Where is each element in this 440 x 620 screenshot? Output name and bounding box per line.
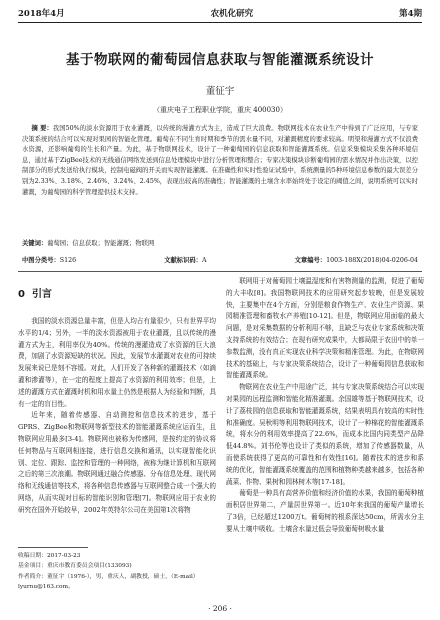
keywords-text: 葡萄园；信息获取；智能灌溉；物联网 [47,240,155,247]
left-column [18,276,216,517]
section-divider [18,271,422,272]
paper-title: 基于物联网的葡萄园信息获取与智能灌溉系统设计 [66,52,374,68]
left-paragraph-1: 我国的淡水资源总量丰富，但是人均占有量很少，只有世界平均水平的1/4；另外，一半的淡水资源被用于农业灌溉，且以传统的漫灌方式为主，利用率仅为40%。传统的漫灌造成了水资源的巨大浪费，加剧了水资源短缺的状况。因此，发展节水灌溉对农业的可持续发展来说已是刻不容缓。对此，人们开发了各种新的灌溉技术（如滴灌和渗灌等），在一定的程度上提高了水资源的利用效率；但是，上述的灌溉方式在灌溉时机和用水量上仍然是根据人为经验和判断，具有一定的盲目性。 [18,317,216,408]
keywords [22,238,418,247]
left-paragraph-2: 近年来，随着传感器、自动测控和信息技术的进步，基于GPRS、ZigBee和物联网等新型技术的智能灌溉系统应运而生，且物联网应用最多[3-4]。物联网也被称为传感网，是按约定的协议将任何物品与互联网相连接，进行信息交换和通讯，以实现智能化识别、定位、跟踪、监控和管理的一种网络，被称为继计算机和互联网之后的第三次浪潮。物联网通过融合传感器、分布信息处理、现代网络和无线通信等技术，将各种信息传感器与互联网整合成一个强大的网络，从而实现对目标的智能识别和管理[7]。物联网应用于农业的研究在国外开始较早，2002年英特尔公司在美国第1次将物 [18,411,216,514]
section-title: 引言 [31,289,52,300]
author-affiliation: （重庆电子工程职业学院，重庆 400030） [153,106,287,114]
header-date: 2018年4月 [18,9,65,19]
keywords-label: 关键词： [22,240,48,247]
right-column [226,276,424,536]
footnote-funding: 基金项目：重庆市教育委员会项目(133093) [18,563,132,570]
header-issue: 第4期 [399,9,422,19]
section-heading [18,288,216,302]
document-code: 文献标识码：A [164,257,207,264]
clc-number: 中图分类号：S126 [22,257,77,264]
footnotes [18,551,218,593]
author-name: 董征宇 [205,86,235,97]
header-rule [18,22,422,23]
section-number: 0 [18,289,25,300]
abstract-label: 摘 要： [31,125,53,132]
page-number: · 206 · [208,604,232,613]
running-header [18,6,422,20]
abstract-text: 我国50%的淡水资源用于农业灌溉，以传统的漫灌方式为主，造成了巨大浪费。物联网技术在农业生产中得到了广泛应用，与专家决策系统的结合可以实现对果园的智能化管理。葡萄在不同生育时期和季节的需水量不同，对灌溉精度的要求较高。明渠和漫灌方式不仅浪费水资源，还影响葡萄的生长和产量。为此，基于物联网技术，设计了一种葡萄园的信息获取和智能灌溉系统。信息采集模块采集各种环境信息，通过基于ZigBee技术的无线通信网络发送到信息处理模块中进行分析管理和整合；专家决策模块诊断葡萄园的需水情况并作出决策，以控制部分的形式发送给执行模块，控制电磁阀的开关而实现智能灌溉。在准确性和实时性验证试验中，系统测量的5种环境信息参数的最大误差分别为2.33%、3.18%、2.46%、3.24%、2.45%，表现出较高的准确性；智能灌溉的土壤含水率始终处于设定的阈值之间，说明系统可以实时灌溉，为葡萄园的科学管理提供技术支持。 [22,125,418,196]
right-paragraph-2: 物联网在农业生产中用途广泛，其与专家决策系统结合可以实现对果园的远程监测和智能化精准灌溉。余国雄等基于物联网技术，设计了荔枝园的信息获取和智能灌溉系统，结果表明具有较高的实时性和准确度。吴秋明等利用物联网技术，设计了一种棉花的智能灌溉系统，将水分的利用效率提高了22.6%，而成本比国内同类型产品降低44.8%。刘书伦等也设计了类似的系统，增加了传感器数量，从而使系统获得了更高的可靠性和有效性[16]。随着技术的进步和系统的优化，智能灌溉系统覆盖的范围和植物种类越来越多，包括各种蔬菜、作物、果树和园林树木等[17-18]。 [226,383,424,486]
footnote-email: lyurnu@163.com。 [18,584,74,591]
classification-row [22,255,418,264]
footnote-received: 收稿日期：2017-03-23 [18,553,81,559]
right-paragraph-3: 葡萄是一种具有高营养价值和经济价值的水果，我国的葡萄种植面积居世界第二，产量居世界第一。近10年来我国的葡萄产量增长了3倍，已经超过1200万t。葡萄树的根系深达50cm，所需水分主要从土壤中吸收。土壤含水量过低会导致葡萄树吸水量 [226,489,424,533]
article-number: 文章编号：1003-188X(2018)04-0206-04 [294,257,418,264]
footnote-author-bio: 作者简介：董征宇（1976-），男，重庆人，副教授，硕士，（E-mail） [18,573,199,580]
abstract [22,124,418,198]
right-paragraph-1: 联网用于对葡萄园土壤温湿度和有害物测量的监测，促进了葡萄的大丰收[8]。我国物联网技术的应用研究起步较晚，但是发展较快，主要集中在4个方面，分别是粮食作物生产、农业生产资源、果园精准管理和畜牧水产养殖[10-12]。但是，物联网应用面临的最大问题，是对采集数据的分析利用不够，且缺乏与农业专家系统和决策支持系统的有效结合；在现有研究成果中，大都局限于农田中的单一参数监测，没有真正实现农业科学决策和精准管理。为此，在物联网技术的基础上，与专家决策系统结合，设计了一种葡萄园信息获取和智能灌溉系统。 [226,277,424,380]
footnote-rule [18,547,88,548]
header-journal: 农机化研究 [210,9,254,19]
